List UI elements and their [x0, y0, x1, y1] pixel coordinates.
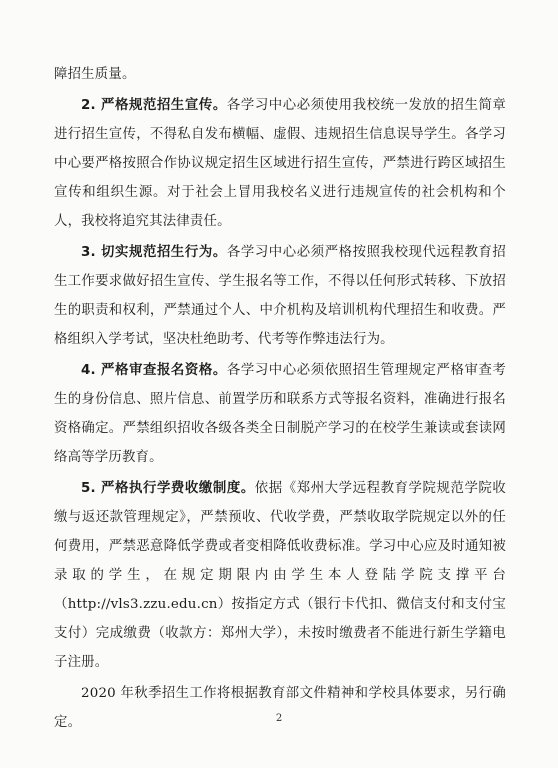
section-heading-4: 4. 严格审查报名资格。: [81, 363, 227, 378]
section-heading-5: 5. 严格执行学费收缴制度。: [81, 481, 255, 496]
section-body-5: 依据《郑州大学远程教育学院规范学院收缴与返还款管理规定》，严禁预收、代收学费，严禁收取学院规定以外的任何费用，严禁恶意降低学费或者变相降低收费标准。学习中心应及时通知被录取的学生，在规定期限内由学生本人登陆学院支撑平台（http://vls3.zzu.edu.cn）按指定方式（银行卡代扣、微信支付和支付宝支付）完成缴费（收款方：郑州大学），未按时缴费者不能进行新生学籍电子注册。: [54, 481, 506, 670]
continuation-paragraph: 障招生质量。: [54, 67, 136, 82]
section-body-4: 各学习中心必须依照招生管理规定严格审查考生的身份信息、照片信息、前置学历和联系方式等报名资料，准确进行报名资格确定。严禁组织招收各级各类全日制脱产学习的在校学生兼读或套读网络高等学历教育。: [54, 363, 507, 465]
page-number: 2: [275, 713, 283, 724]
section-heading-3: 3. 切实规范招生行为。: [81, 245, 227, 260]
section-paragraph-2: [54, 91, 506, 236]
section-paragraph-5: [54, 474, 506, 677]
section-heading-2: 2. 严格规范招生宣传。: [81, 98, 227, 113]
section-paragraph-4: [54, 356, 506, 472]
closing-paragraph: 2020 年秋季招生工作将根据教育部文件精神和学校具体要求，另行确定。: [54, 686, 506, 730]
section-body-3: 各学习中心必须严格按照我校现代远程教育招生工作要求做好招生宣传、学生报名等工作，不得以任何形式转移、下放招生的职责和权利，严禁通过个人、中介机构及培训机构代理招生和收费。严格组织入学考试，坚决杜绝助考、代考等作弊违法行为。: [54, 245, 507, 347]
section-body-2: 各学习中心必须使用我校统一发放的招生简章进行招生宣传，不得私自发布横幅、虚假、违规招生信息误导学生。各学习中心要严格按照合作协议规定招生区域进行招生宣传，严禁进行跨区域招生宣传和组织生源。对于社会上冒用我校名义进行违规宣传的社会机构和个人，我校将追究其法律责任。: [54, 98, 507, 229]
section-paragraph-3: [54, 238, 506, 354]
